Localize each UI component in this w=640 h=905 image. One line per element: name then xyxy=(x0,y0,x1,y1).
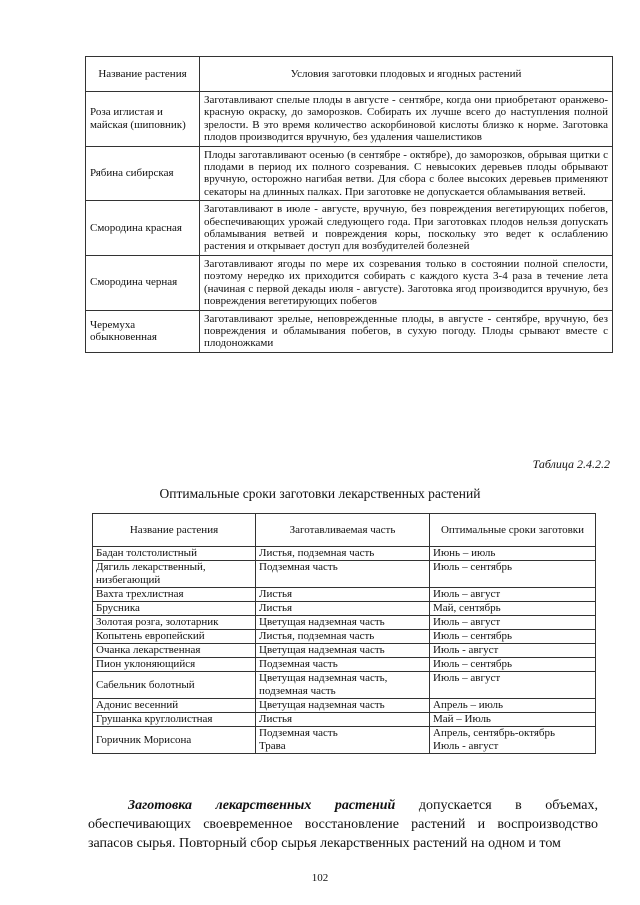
plant-name: Брусника xyxy=(93,602,256,616)
table1-header-conditions: Условия заготовки плодовых и ягодных растений xyxy=(200,57,613,92)
harvested-part: Подземная часть xyxy=(256,658,430,672)
harvest-conditions: Заготавливают ягоды по мере их созревания только в состоянии полной спелости, поэтому нередко их приходится собирать с каждого куста 3-4 раза в течение лета (начиная с первой декады июля - августе). Заготовка ягод производится вручную, без повреждения вегетирующих побегов xyxy=(200,255,613,310)
plant-name: Горичник Морисона xyxy=(93,727,256,754)
harvest-period: Июль – сентябрь xyxy=(430,561,596,588)
harvest-conditions: Плоды заготавливают осенью (в сентябре - октябре), до заморозков, обрывая щитки с плодами в период их полного созревания. С невысоких деревьев плоды обрывают вручную, осторожно нагибая ветви. Для сбора с более высоких деревьев применяют секаторы на длинных палках. При заготовке не допускается обламывания ветвей. xyxy=(200,146,613,201)
harvest-period: Июль - август xyxy=(430,644,596,658)
plant-name: Дягиль лекарственный, низбегающий xyxy=(93,561,256,588)
table2-header-period: Оптимальные сроки заготовки xyxy=(430,514,596,547)
table-title: Оптимальные сроки заготовки лекарственных растений xyxy=(159,486,481,501)
harvest-period: Апрель, сентябрь-октябрь Июль - август xyxy=(430,727,596,754)
plant-name: Пион уклоняющийся xyxy=(93,658,256,672)
table-row xyxy=(93,630,596,644)
harvested-part: Листья, подземная часть xyxy=(256,547,430,561)
plant-name: Бадан толстолистный xyxy=(93,547,256,561)
table-row xyxy=(93,602,596,616)
plant-name: Черемуха обыкновенная xyxy=(86,310,200,352)
plant-name: Вахта трехлистная xyxy=(93,588,256,602)
harvest-conditions: Заготавливают в июле - августе, вручную, без повреждения вегетирующих побегов, обеспечивающих урожай следующего года. При заготовках плодов нельзя допускать обламывания ветвей и повреждения коры, поскольку это ведет к ослаблению растения и открывает доступ для возбудителей болезней xyxy=(200,201,613,256)
table-row xyxy=(93,588,596,602)
plant-name: Смородина красная xyxy=(86,201,200,256)
harvest-period: Июнь – июль xyxy=(430,547,596,561)
harvested-part: Листья xyxy=(256,602,430,616)
harvest-conditions: Заготавливают спелые плоды в августе - сентябре, когда они приобретают оранжево-красную окраску, до заморозков. Собирать их лучше всего до наступления полной зрелости. В это время количество аскорбиновой кислоты близко к норме. Заготовка плодов производится вручную, без удаления чашелистиков xyxy=(200,92,613,147)
plant-name: Золотая розга, золотарник xyxy=(93,616,256,630)
harvested-part: Цветущая надземная часть xyxy=(256,644,430,658)
table-row xyxy=(93,616,596,630)
table-row xyxy=(93,658,596,672)
table2-body xyxy=(93,547,596,754)
harvest-period: Июль – август xyxy=(430,672,596,699)
plant-name: Рябина сибирская xyxy=(86,146,200,201)
harvest-period: Июль – август xyxy=(430,588,596,602)
plant-name: Адонис весенний xyxy=(93,699,256,713)
paragraph-text: допускается в объемах, обеспечивающих своевременное восстановление растений и воспроизводство запасов сырья. Повторный сбор сырья лекарственных растений на одном и том xyxy=(88,798,598,851)
harvest-period: Июль – сентябрь xyxy=(430,630,596,644)
table-row xyxy=(93,672,596,699)
table-row xyxy=(86,255,613,310)
harvested-part: Листья xyxy=(256,588,430,602)
table-row xyxy=(93,644,596,658)
harvested-part: Цветущая надземная часть xyxy=(256,699,430,713)
table-row xyxy=(93,547,596,561)
harvested-part: Листья, подземная часть xyxy=(256,630,430,644)
table-caption: Таблица 2.4.2.2 xyxy=(532,457,610,471)
page-number: 102 xyxy=(311,872,329,884)
plant-name: Очанка лекарственная xyxy=(93,644,256,658)
body-paragraph xyxy=(88,796,598,853)
plant-name: Грушанка круглолистная xyxy=(93,713,256,727)
harvest-conditions: Заготавливают зрелые, неповрежденные плоды, в августе - сентябре, вручную, без повреждения и обламывания побегов, в сухую погоду. Плоды срывают вместе с плодоножками xyxy=(200,310,613,352)
table2-header-name: Название растения xyxy=(93,514,256,547)
harvested-part: Цветущая надземная часть, подземная часть xyxy=(256,672,430,699)
harvested-part: Подземная часть xyxy=(256,561,430,588)
plant-name: Сабельник болотный xyxy=(93,672,256,699)
plant-name: Копытень европейский xyxy=(93,630,256,644)
harvest-period: Май, сентябрь xyxy=(430,602,596,616)
paragraph-lead: Заготовка лекарственных растений xyxy=(128,798,396,813)
table-row xyxy=(86,146,613,201)
table-row xyxy=(86,92,613,147)
table-row xyxy=(93,727,596,754)
harvested-part: Подземная часть Трава xyxy=(256,727,430,754)
harvest-period: Июль – август xyxy=(430,616,596,630)
table-row xyxy=(86,201,613,256)
harvested-part: Листья xyxy=(256,713,430,727)
table1-header-name: Название растения xyxy=(86,57,200,92)
harvest-period: Май – Июль xyxy=(430,713,596,727)
table-row xyxy=(86,310,613,352)
plant-name: Смородина черная xyxy=(86,255,200,310)
harvested-part: Цветущая надземная часть xyxy=(256,616,430,630)
table-row xyxy=(93,699,596,713)
table-row xyxy=(93,561,596,588)
harvest-period: Июль – сентябрь xyxy=(430,658,596,672)
table-row xyxy=(93,713,596,727)
table2-header-part: Заготавливаемая часть xyxy=(256,514,430,547)
plant-name: Роза иглистая и майская (шиповник) xyxy=(86,92,200,147)
fruit-harvest-table xyxy=(85,56,613,353)
harvest-period: Апрель – июль xyxy=(430,699,596,713)
medicinal-harvest-table xyxy=(92,513,596,754)
